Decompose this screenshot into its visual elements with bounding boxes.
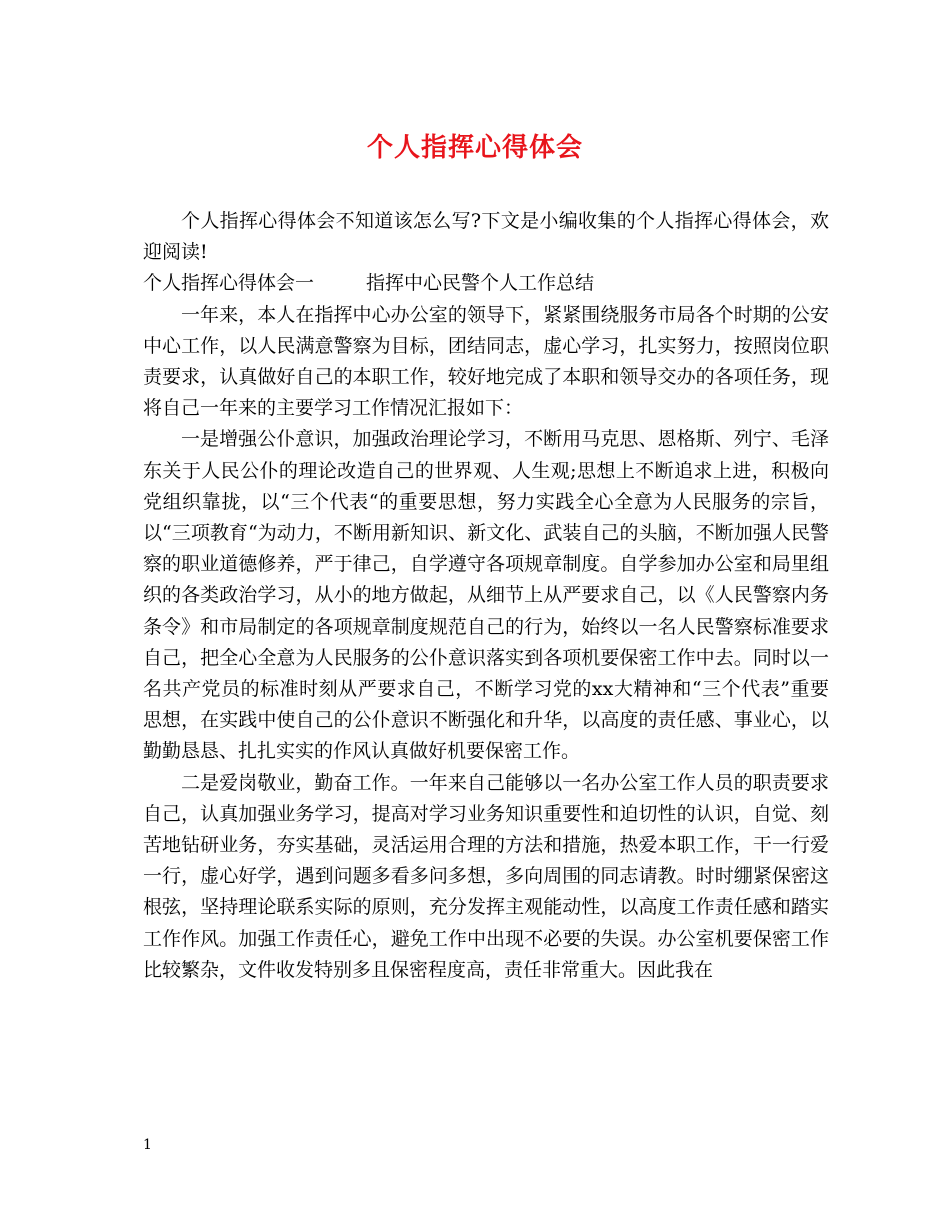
document-title: 个人指挥心得体会 [366, 133, 583, 163]
section-heading [143, 268, 829, 299]
section-heading-label: 个人指挥心得体会一 [143, 272, 315, 295]
body-paragraph-3: 二是爱岗敬业，勤奋工作。一年来自己能够以一名办公室工作人员的职责要求自己，认真加强业务学习，提高对学习业务知识重要性和迫切性的认识，自觉、刻苦地钻研业务，夯实基础，灵活运用合理的方法和措施，热爱本职工作，干一行爱一行，虚心好学，遇到问题多看多问多想，多向周围的同志请教。时时绷紧保密这根弦，坚持理论联系实际的原则，充分发挥主观能动性，以高度工作责任感和踏实工作作风。加强工作责任心，避免工作中出现不必要的失误。办公室机要保密工作比较繁杂，文件收发特别多且保密程度高，责任非常重大。因此我在 [143, 771, 829, 981]
intro-paragraph: 个人指挥心得体会不知道该怎么写?下文是小编收集的个人指挥心得体会，欢迎阅读! [143, 210, 829, 264]
page-number: 1 [143, 1137, 152, 1153]
body-paragraph-1: 一年来，本人在指挥中心办公室的领导下，紧紧围绕服务市局各个时期的公安中心工作，以人民满意警察为目标，团结同志，虚心学习，扎实努力，按照岗位职责要求，认真做好自己的本职工作，较好地完成了本职和领导交办的各项任务，现将自己一年来的主要学习工作情况汇报如下： [143, 303, 829, 420]
body-paragraph-2: 一是增强公仆意识，加强政治理论学习，不断用马克思、恩格斯、列宁、毛泽东关于人民公仆的理论改造自己的世界观、人生观;思想上不断追求上进，积极向党组织靠拢，以“三个代表“的重要思想，努力实践全心全意为人民服务的宗旨，以“三项教育“为动力，不断用新知识、新文化、武装自己的头脑，不断加强人民警察的职业道德修养，严于律己，自学遵守各项规章制度。自学参加办公室和局里组织的各类政治学习，从小的地方做起，从细节上从严要求自己，以《人民警察内务条令》和市局制定的各项规章制度规范自己的行为，始终以一名人民警察标准要求自己，把全心全意为人民服务的公仆意识落实到各项机要保密工作中去。同时以一名共产党员的标准时刻从严要求自己，不断学习党的xx大精神和“三个代表”重要思想，在实践中使自己的公仆意识不断强化和升华，以高度的责任感、事业心，以勤勤恳恳、扎扎实实的作风认真做好机要保密工作。 [143, 428, 829, 763]
document-body [143, 206, 829, 986]
section-heading-subtitle: 指挥中心民警个人工作总结 [366, 272, 595, 295]
